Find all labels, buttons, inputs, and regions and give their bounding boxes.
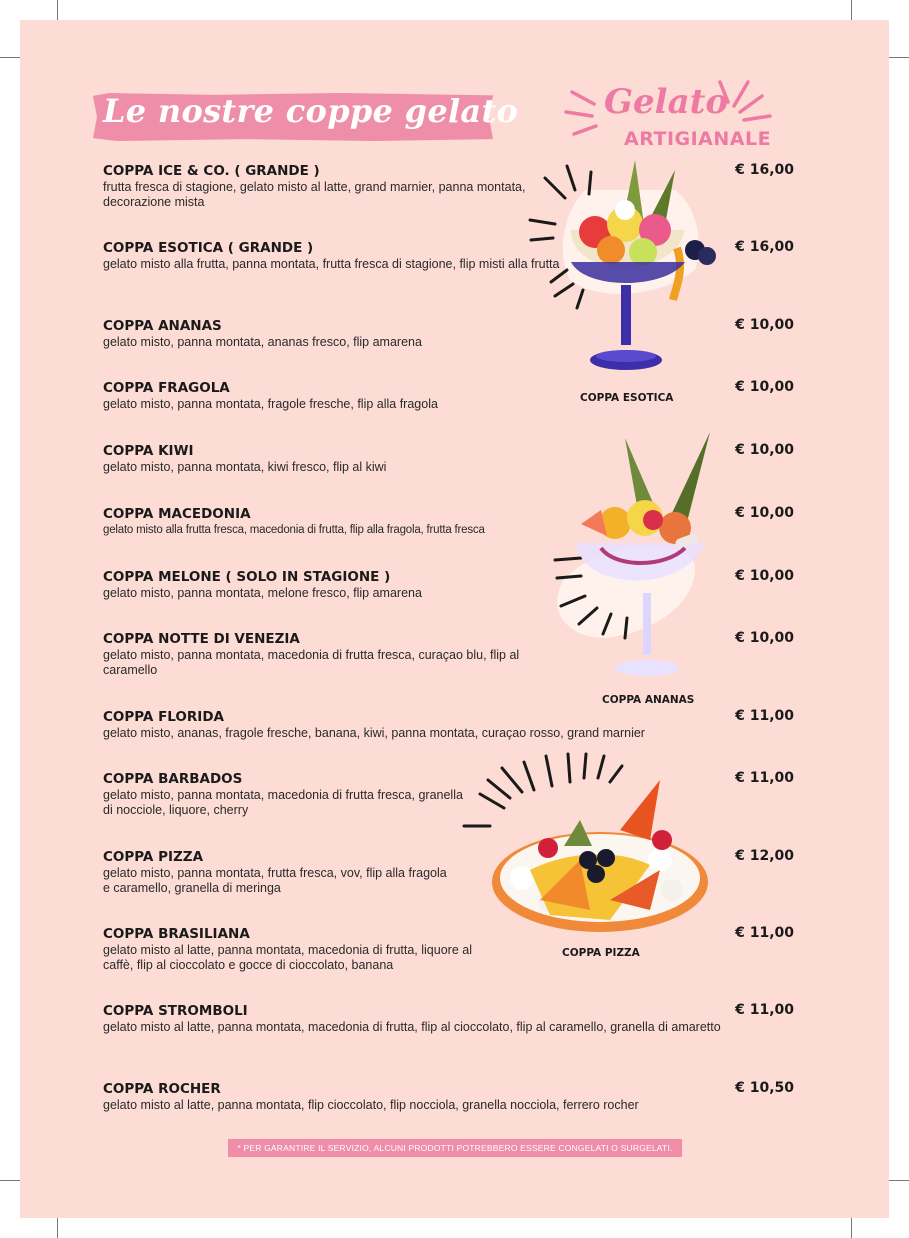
item-name: COPPA ESOTICA ( GRANDE ) (103, 240, 314, 256)
item-description: gelato misto, panna montata, frutta fresca, vov, flip alla fragola e caramello, granella di meringa (103, 866, 447, 895)
menu-item (103, 569, 563, 601)
item-name: COPPA ANANAS (103, 318, 222, 334)
item-description: gelato misto al latte, panna montata, macedonia di frutta, flip al cioccolato, flip al caramello, granella di amaretto (103, 1020, 721, 1034)
item-price: € 10,50 (735, 1080, 794, 1096)
menu-item (103, 163, 553, 210)
caption-coppa-esotica: COPPA ESOTICA (580, 392, 674, 404)
crop-mark (57, 0, 58, 20)
menu-item (103, 380, 563, 412)
coppa-ananas-image (545, 428, 725, 683)
menu-item (103, 926, 498, 973)
item-description: gelato misto, panna montata, melone fresco, flip amarena (103, 586, 422, 600)
item-name: COPPA FLORIDA (103, 709, 224, 725)
menu-item (103, 240, 563, 272)
caption-coppa-pizza: COPPA PIZZA (562, 947, 640, 959)
logo-gelato-text: Gelato (604, 82, 728, 122)
item-price: € 11,00 (735, 770, 794, 786)
item-description: gelato misto, panna montata, fragole fresche, flip alla fragola (103, 397, 438, 411)
item-price: € 11,00 (735, 925, 794, 941)
item-name: COPPA BRASILIANA (103, 926, 250, 942)
crop-mark (0, 1180, 20, 1181)
item-price: € 10,00 (735, 442, 794, 458)
crop-mark (57, 1218, 58, 1238)
menu-item (103, 709, 723, 741)
menu-item (103, 1081, 723, 1113)
crop-mark (889, 1180, 909, 1181)
item-name: COPPA ICE & CO. ( GRANDE ) (103, 163, 320, 179)
item-price: € 16,00 (735, 239, 794, 255)
item-description: frutta fresca di stagione, gelato misto al latte, grand marnier, panna montata, decorazione mista (103, 180, 526, 209)
item-name: COPPA ROCHER (103, 1081, 221, 1097)
item-description: gelato misto al latte, panna montata, macedonia di frutta, liquore al caffè, flip al cioccolato e gocce di cioccolato, banana (103, 943, 472, 972)
menu-item (103, 506, 573, 538)
item-name: COPPA FRAGOLA (103, 380, 230, 396)
item-name: COPPA MACEDONIA (103, 506, 251, 522)
menu-item (103, 631, 563, 678)
menu-item (103, 1003, 733, 1035)
item-description: gelato misto, ananas, fragole fresche, banana, kiwi, panna montata, curaçao rosso, grand marnier (103, 726, 645, 740)
item-price: € 16,00 (735, 162, 794, 178)
item-description: gelato misto, panna montata, ananas fresco, flip amarena (103, 335, 422, 349)
item-price: € 10,00 (735, 505, 794, 521)
item-name: COPPA KIWI (103, 443, 194, 459)
item-description: gelato misto, panna montata, kiwi fresco, flip al kiwi (103, 460, 387, 474)
crop-mark (0, 57, 20, 58)
caption-coppa-ananas: COPPA ANANAS (602, 694, 695, 706)
item-price: € 10,00 (735, 379, 794, 395)
item-price: € 11,00 (735, 708, 794, 724)
footnote: * PER GARANTIRE IL SERVIZIO, ALCUNI PRODOTTI POTREBBERO ESSERE CONGELATI O SURGELATI. (228, 1139, 682, 1157)
item-price: € 10,00 (735, 630, 794, 646)
item-price: € 10,00 (735, 568, 794, 584)
crop-mark (889, 57, 909, 58)
item-name: COPPA MELONE ( SOLO IN STAGIONE ) (103, 569, 391, 585)
item-name: COPPA BARBADOS (103, 771, 243, 787)
menu-item (103, 318, 563, 350)
crop-mark (851, 1218, 852, 1238)
item-description: gelato misto alla frutta, panna montata, frutta fresca di stagione, flip misti alla frutta (103, 257, 560, 271)
item-name: COPPA NOTTE DI VENEZIA (103, 631, 300, 647)
item-price: € 11,00 (735, 1002, 794, 1018)
item-description: gelato misto alla frutta fresca, macedonia di frutta, flip alla fragola, frutta fresca (103, 524, 485, 536)
item-name: COPPA PIZZA (103, 849, 204, 865)
logo-artigianale-text: ARTIGIANALE (624, 128, 772, 150)
item-name: COPPA STROMBOLI (103, 1003, 248, 1019)
page-title: Le nostre coppe gelato (103, 92, 519, 130)
item-price: € 10,00 (735, 317, 794, 333)
crop-mark (851, 0, 852, 20)
coppa-pizza-image (460, 750, 715, 945)
item-description: gelato misto, panna montata, macedonia di frutta fresca, curaçao blu, flip al caramello (103, 648, 520, 677)
coppa-esotica-image (525, 150, 725, 385)
menu-item (103, 849, 453, 896)
item-description: gelato misto al latte, panna montata, flip cioccolato, flip nocciola, granella nocciola, ferrero rocher (103, 1098, 639, 1112)
menu-item (103, 443, 563, 475)
menu-item (103, 771, 463, 818)
item-price: € 12,00 (735, 848, 794, 864)
item-description: gelato misto, panna montata, macedonia di frutta fresca, granella di nocciole, liquore, cherry (103, 788, 463, 817)
